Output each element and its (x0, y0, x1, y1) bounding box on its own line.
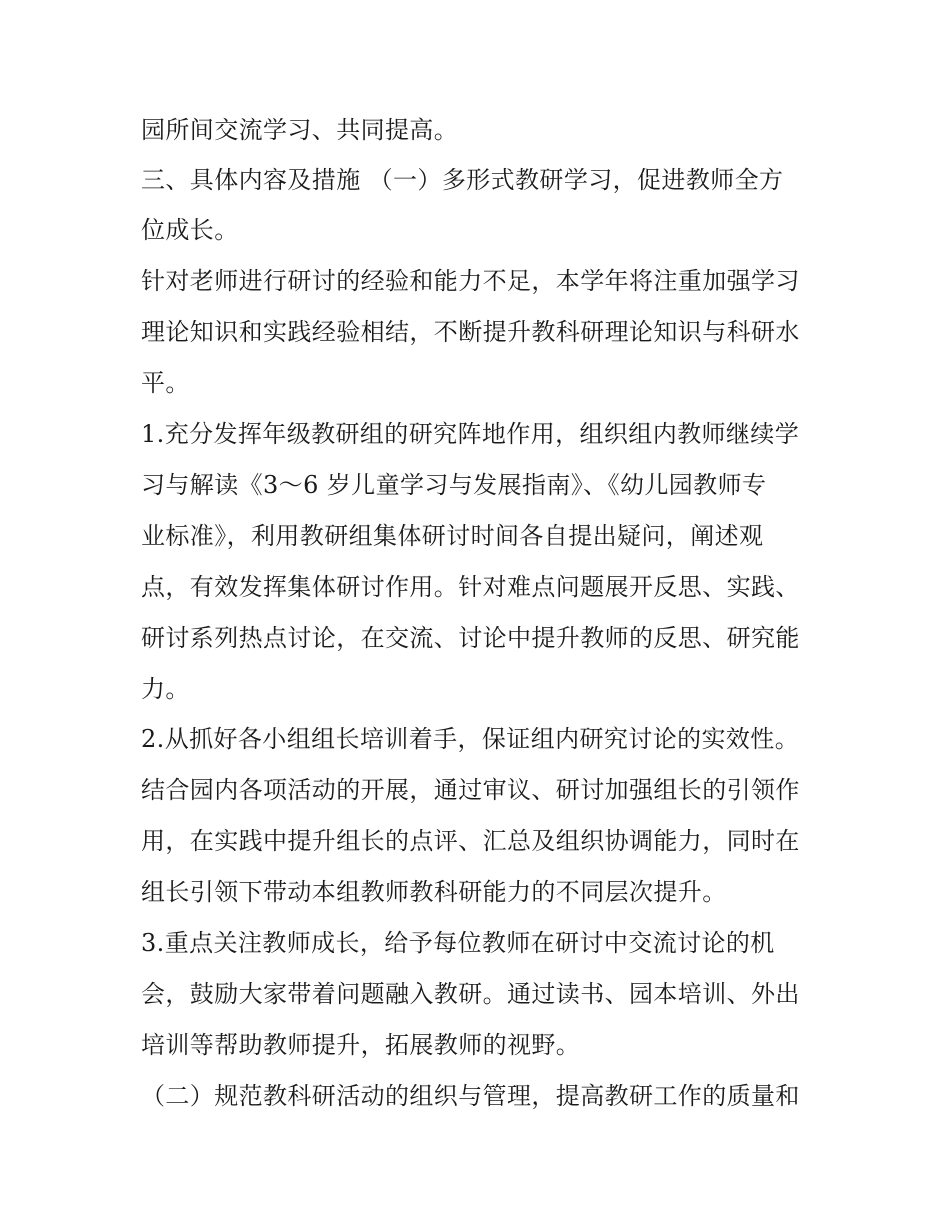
text-line: 会，鼓励大家带着问题融入教研。通过读书、园本培训、外出 (141, 980, 800, 1008)
subsection-heading-line: （二）规范教科研活动的组织与管理，提高教研工作的质量和 (141, 1082, 800, 1110)
text-line: 研讨系列热点讨论，在交流、讨论中提升教师的反思、研究能 (141, 624, 800, 652)
text-line: 点，有效发挥集体研讨作用。针对难点问题展开反思、实践、 (141, 573, 800, 601)
list-item-3-line: 3.重点关注教师成长，给予每位教师在研讨中交流讨论的机 (141, 929, 775, 957)
list-item-1-line: 1.充分发挥年级教研组的研究阵地作用，组织组内教师继续学 (141, 420, 800, 448)
list-item-2-line: 2.从抓好各小组组长培训着手，保证组内研究讨论的实效性。 (141, 725, 800, 753)
text-line: 针对老师进行研讨的经验和能力不足，本学年将注重加强学习 (141, 267, 800, 295)
text-line: 平。 (141, 369, 190, 397)
text-line: 组长引领下带动本组教师教科研能力的不同层次提升。 (141, 878, 727, 906)
text-line: 培训等帮助教师提升，拓展教师的视野。 (141, 1031, 581, 1059)
text-line: 园所间交流学习、共同提高。 (141, 116, 459, 144)
text-line: 习与解读《3～6 岁儿童学习与发展指南》、《幼儿园教师专 (141, 471, 767, 499)
text-line: 力。 (141, 675, 190, 703)
section-heading-line: 三、具体内容及措施 （一）多形式教研学习，促进教师全方 (141, 166, 784, 194)
text-line: 理论知识和实践经验相结，不断提升教科研理论知识与科研水 (141, 318, 800, 346)
text-line: 位成长。 (141, 216, 239, 244)
text-line: 结合园内各项活动的开展，通过审议、研讨加强组长的引领作 (141, 776, 800, 804)
text-line: 用，在实践中提升组长的点评、汇总及组织协调能力，同时在 (141, 827, 800, 855)
text-line: 业标准》，利用教研组集体研讨时间各自提出疑问，阐述观 (141, 522, 764, 550)
